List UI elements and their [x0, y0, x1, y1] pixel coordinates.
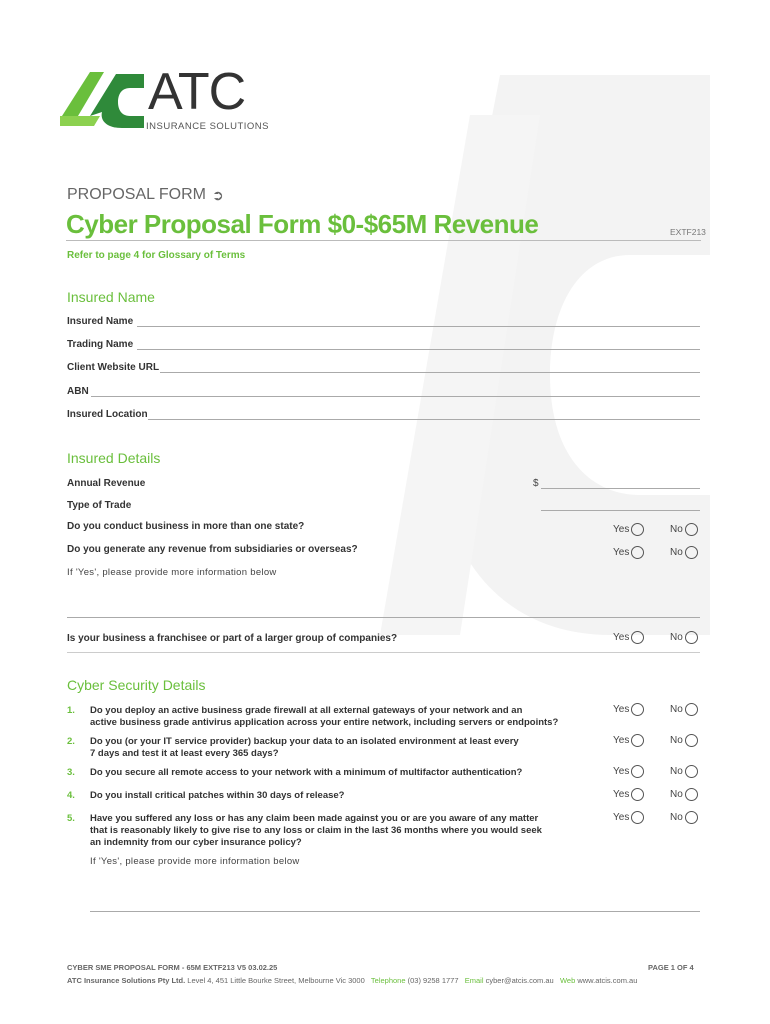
radio-circle-icon	[631, 811, 644, 824]
radio-circle-icon	[685, 788, 698, 801]
footer-contact	[67, 976, 637, 985]
q4-number: 4.	[67, 790, 75, 801]
logo-subtitle: INSURANCE SOLUTIONS	[146, 121, 269, 132]
proposal-kicker	[67, 186, 224, 204]
footer-tel: (03) 9258 1777	[407, 976, 459, 985]
radio-circle-icon	[631, 523, 644, 536]
radio-circle-icon	[685, 631, 698, 644]
q-states-no[interactable]	[670, 523, 698, 536]
type-of-trade-field[interactable]	[541, 510, 700, 511]
footer-email[interactable]: cyber@atcis.com.au	[485, 976, 554, 985]
yes-label: Yes	[613, 766, 630, 777]
q1-line1: Do you deploy an active business grade firewall at all external gateways of your network and an	[90, 705, 523, 716]
arrow-return-icon: ➲	[211, 186, 224, 203]
no-label: No	[670, 632, 683, 643]
q5-line1: Have you suffered any loss or has any claim been made against you or are you aware of any matter	[90, 813, 539, 824]
no-label: No	[670, 524, 683, 535]
q1-no[interactable]	[670, 703, 698, 716]
insured-location-field[interactable]	[148, 419, 700, 420]
q3-yes[interactable]	[613, 765, 644, 778]
no-label: No	[670, 766, 683, 777]
q-states: Do you conduct business in more than one state?	[67, 521, 305, 532]
radio-circle-icon	[631, 703, 644, 716]
radio-circle-icon	[631, 734, 644, 747]
glossary-note: Refer to page 4 for Glossary of Terms	[67, 250, 246, 261]
website-url-label: Client Website URL	[67, 362, 160, 373]
yes-label: Yes	[613, 704, 630, 715]
q2-text	[90, 736, 519, 760]
annual-revenue-field[interactable]	[541, 488, 700, 489]
q5-line3: an indemnity from our cyber insurance policy?	[90, 837, 302, 848]
type-of-trade-label: Type of Trade	[67, 500, 132, 511]
footer-page: PAGE 1 OF 4	[648, 963, 694, 972]
radio-circle-icon	[631, 788, 644, 801]
radio-circle-icon	[631, 546, 644, 559]
q1-line2: active business grade antivirus application across your entire network, including servers or endpoints?	[90, 717, 559, 728]
radio-circle-icon	[685, 703, 698, 716]
footer-web[interactable]: www.atcis.com.au	[577, 976, 638, 985]
q2-number: 2.	[67, 736, 75, 747]
q-subsidiaries: Do you generate any revenue from subsidiaries or overseas?	[67, 544, 358, 555]
q5-line2: that is reasonably likely to give rise to any loss or claim in the last 36 months where you would seek	[90, 825, 542, 836]
more-info-field[interactable]	[67, 617, 700, 618]
no-label: No	[670, 812, 683, 823]
footer-tel-label: Telephone	[370, 976, 406, 985]
cyber-more-info-note: If 'Yes', please provide more information below	[90, 856, 300, 867]
website-url-field[interactable]	[160, 372, 700, 373]
footer-email-label: Email	[464, 976, 484, 985]
section-insured-details: Insured Details	[67, 450, 161, 466]
section-cyber-security: Cyber Security Details	[67, 677, 206, 693]
no-label: No	[670, 547, 683, 558]
page-title: Cyber Proposal Form $0-$65M Revenue	[66, 209, 539, 239]
form-code: EXTF213	[670, 227, 706, 237]
radio-circle-icon	[631, 765, 644, 778]
logo-brand: ATC	[148, 63, 246, 121]
q-franchise-yes[interactable]	[613, 631, 644, 644]
abn-field[interactable]	[91, 396, 700, 397]
insured-name-field[interactable]	[137, 326, 700, 327]
watermark-logo	[380, 55, 770, 635]
footer-address: Level 4, 451 Little Bourke Street, Melbourne Vic 3000	[187, 976, 365, 985]
yes-label: Yes	[613, 812, 630, 823]
footer-company: ATC Insurance Solutions Pty Ltd.	[67, 976, 186, 985]
q1-yes[interactable]	[613, 703, 644, 716]
abn-label: ABN	[67, 386, 89, 397]
radio-circle-icon	[685, 811, 698, 824]
q3-no[interactable]	[670, 765, 698, 778]
radio-circle-icon	[631, 631, 644, 644]
q3-text: Do you secure all remote access to your network with a minimum of multifactor authentication?	[90, 767, 523, 778]
q5-text	[90, 813, 542, 849]
radio-circle-icon	[685, 546, 698, 559]
footer-form-id: CYBER SME PROPOSAL FORM - 65M EXTF213 V5 03.02.25	[67, 963, 278, 972]
more-info-note: If 'Yes', please provide more information below	[67, 567, 277, 578]
trading-name-label: Trading Name	[67, 339, 134, 350]
proposal-kicker-label: PROPOSAL FORM	[67, 186, 206, 203]
q3-number: 3.	[67, 767, 75, 778]
cyber-more-info-field[interactable]	[90, 911, 700, 912]
q-states-yes[interactable]	[613, 523, 644, 536]
yes-label: Yes	[613, 789, 630, 800]
yes-label: Yes	[613, 524, 630, 535]
q-franchise: Is your business a franchisee or part of a larger group of companies?	[67, 633, 398, 644]
radio-circle-icon	[685, 765, 698, 778]
q-subsidiaries-yes[interactable]	[613, 546, 644, 559]
q4-no[interactable]	[670, 788, 698, 801]
currency-symbol: $	[533, 478, 539, 489]
q2-line1: Do you (or your IT service provider) backup your data to an isolated environment at least every	[90, 736, 519, 747]
atc-logo-icon	[60, 68, 150, 130]
footer-web-label: Web	[559, 976, 576, 985]
insured-name-label: Insured Name	[67, 316, 134, 327]
insured-location-label: Insured Location	[67, 409, 148, 420]
section-insured-name: Insured Name	[67, 289, 155, 305]
q4-text: Do you install critical patches within 30 days of release?	[90, 790, 345, 801]
q1-text	[90, 705, 558, 729]
no-label: No	[670, 704, 683, 715]
q-franchise-no[interactable]	[670, 631, 698, 644]
yes-label: Yes	[613, 547, 630, 558]
radio-circle-icon	[685, 734, 698, 747]
radio-circle-icon	[685, 523, 698, 536]
yes-label: Yes	[613, 735, 630, 746]
yes-label: Yes	[613, 632, 630, 643]
no-label: No	[670, 789, 683, 800]
trading-name-field[interactable]	[137, 349, 700, 350]
annual-revenue-label: Annual Revenue	[67, 478, 146, 489]
no-label: No	[670, 735, 683, 746]
q5-no[interactable]	[670, 811, 698, 824]
q4-yes[interactable]	[613, 788, 644, 801]
q1-number: 1.	[67, 705, 75, 716]
q5-yes[interactable]	[613, 811, 644, 824]
q-subsidiaries-no[interactable]	[670, 546, 698, 559]
q2-line2: 7 days and test it at least every 365 days?	[90, 748, 279, 759]
q2-yes[interactable]	[613, 734, 644, 747]
q2-no[interactable]	[670, 734, 698, 747]
q5-number: 5.	[67, 813, 75, 824]
